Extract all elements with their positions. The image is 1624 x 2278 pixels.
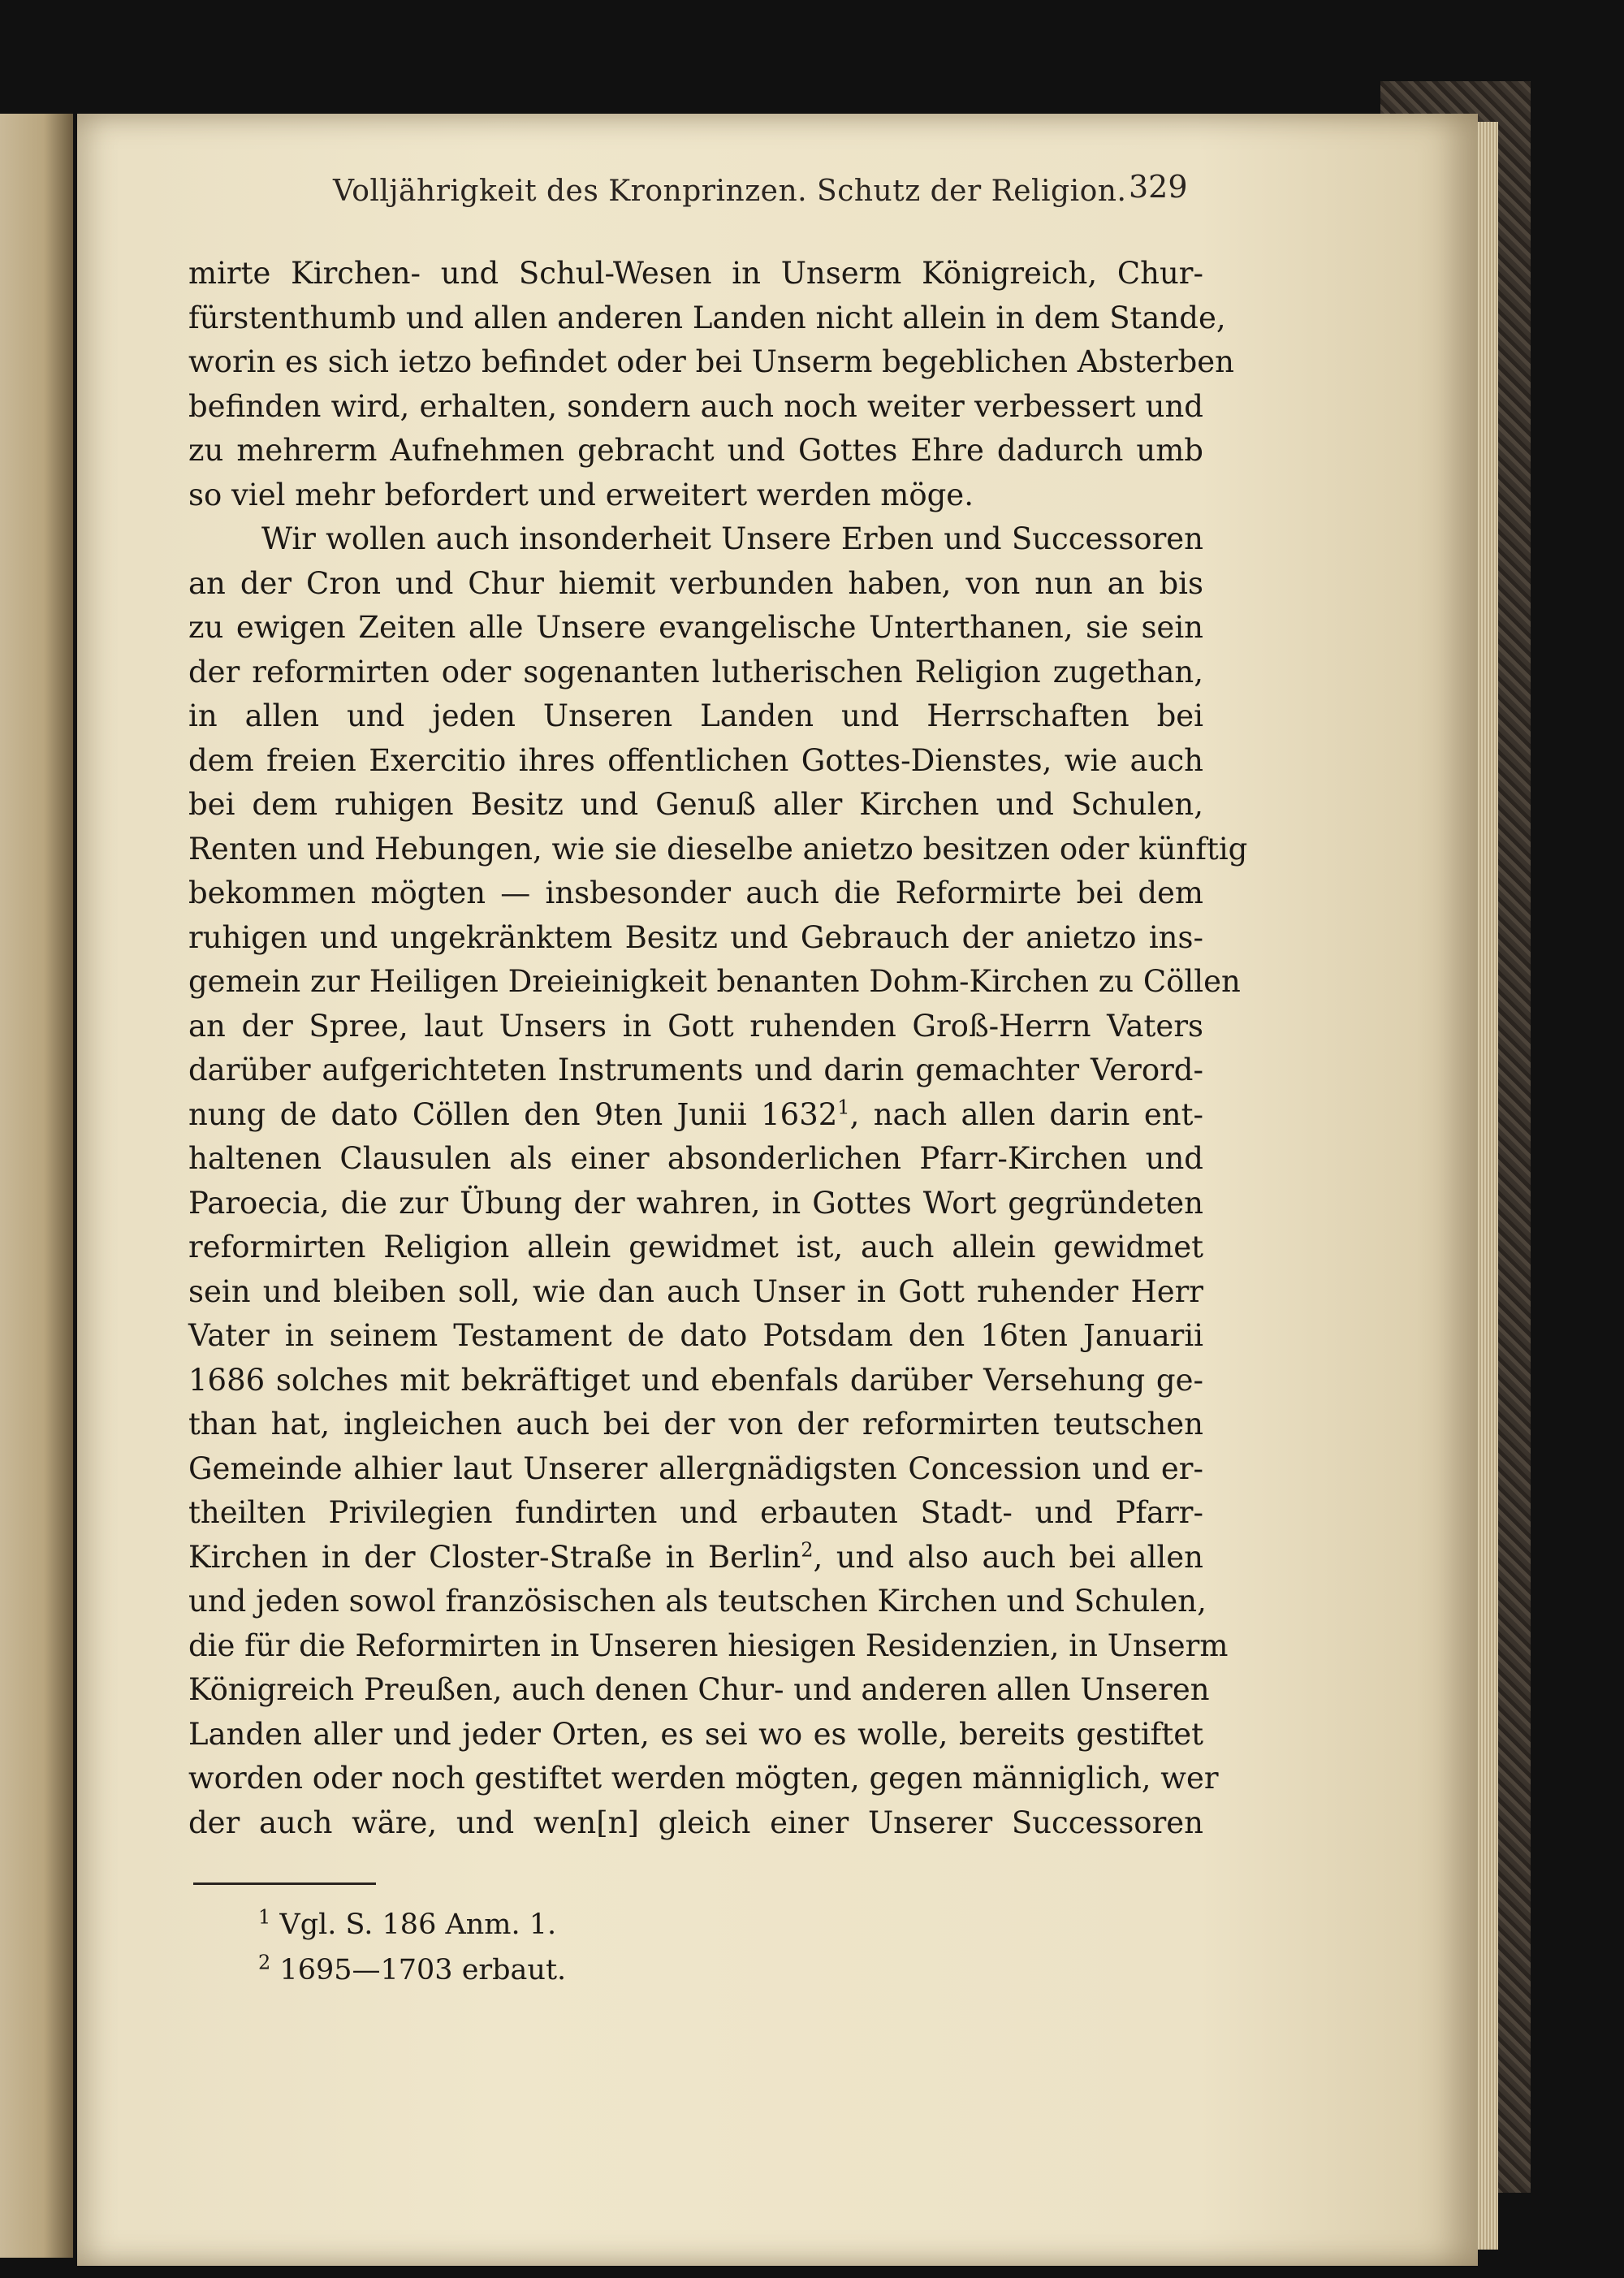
- page-stack-edge: [1478, 122, 1498, 2250]
- text-line: mirte Kirchen- und Schul-Wesen in Unserm Königreich, Chur-: [188, 256, 1203, 291]
- text-line: fürstenthumb und allen anderen Landen nicht allein in dem Stande,: [188, 300, 1226, 335]
- footnote-1: [258, 1902, 566, 1947]
- text-line: worin es sich ietzo befindet oder bei Unserm begeblichen Absterben: [188, 344, 1234, 379]
- text-line: theilten Privilegien fundirten und erbauten Stadt- und Pfarr-: [188, 1495, 1203, 1530]
- text-line: 1686 solches mit bekräftiget und ebenfals darüber Versehung ge-: [188, 1362, 1203, 1398]
- text-line: befinden wird, erhalten, sondern auch noch weiter verbessert und: [188, 388, 1203, 424]
- text-line: reformirten Religion allein gewidmet ist, auch allein gewidmet: [188, 1230, 1203, 1264]
- text-fragment: , und also auch bei allen: [813, 1539, 1203, 1575]
- text-line: an der Cron und Chur hiemit verbunden haben, von nun an bis: [188, 565, 1203, 601]
- page-number: 329: [1129, 169, 1188, 205]
- text-line: haltenen Clausulen als einer absonderlichen Pfarr-Kirchen und: [188, 1141, 1203, 1176]
- text-line: zu ewigen Zeiten alle Unsere evangelische Unterthanen, sie sein: [188, 610, 1203, 645]
- footnote-ref-1: 1: [837, 1096, 850, 1119]
- text-line: Wir wollen auch insonderheit Unsere Erben und Successoren: [261, 521, 1203, 556]
- previous-page-edge: [0, 114, 73, 2258]
- footnote-divider: [193, 1882, 376, 1885]
- text-line: so viel mehr befordert und erweitert werden möge.: [188, 477, 974, 512]
- text-line: der auch wäre, und wen[n] gleich einer Unserer Successoren: [188, 1805, 1203, 1840]
- text-line: than hat, ingleichen auch bei der von der reformirten teutschen: [188, 1407, 1203, 1442]
- text-line: die für die Reformirten in Unseren hiesigen Residenzien, in Unserm: [188, 1627, 1229, 1663]
- text-line: [188, 1093, 1203, 1138]
- text-line: bei dem ruhigen Besitz und Genuß aller Kirchen und Schulen,: [188, 787, 1203, 822]
- footnote-mark: 2: [258, 1951, 271, 1974]
- footnote-text: 1695—1703 erbaut.: [279, 1954, 567, 1986]
- text-line: [188, 1536, 1203, 1580]
- text-line: dem freien Exercitio ihres offentlichen Gottes-Dienstes, wie auch: [188, 742, 1203, 778]
- footnote-text: Vgl. S. 186 Anm. 1.: [279, 1908, 557, 1941]
- text-line: der reformirten oder sogenanten lutherischen Religion zugethan,: [188, 654, 1203, 689]
- footnote-ref-2: 2: [801, 1538, 814, 1562]
- text-line: ruhigen und ungekränktem Besitz und Gebrauch der anietzo ins-: [188, 919, 1203, 955]
- text-line: in allen und jeden Unseren Landen und Herrschaften bei: [188, 698, 1203, 733]
- text-line: Paroecia, die zur Übung der wahren, in Gottes Wort gegründeten: [188, 1185, 1203, 1221]
- footnote-mark: 1: [258, 1905, 271, 1929]
- main-text: [188, 252, 1248, 1845]
- text-line: Vater in seinem Testament de dato Potsdam den 16ten Januarii: [188, 1318, 1203, 1353]
- text-line: sein und bleiben soll, wie dan auch Unser in Gott ruhender Herr: [188, 1273, 1203, 1309]
- text-line: Renten und Hebungen, wie sie dieselbe anietzo besitzen oder künftig: [188, 831, 1248, 867]
- text-line: darüber aufgerichteten Instruments und darin gemachter Verord-: [188, 1053, 1203, 1087]
- running-title: Volljährigkeit des Kronprinzen. Schutz der Religion.: [333, 174, 1127, 208]
- text-line: zu mehrerm Aufnehmen gebracht und Gottes Ehre dadurch umb: [188, 433, 1203, 468]
- text-line: Landen aller und jeder Orten, es sei wo es wolle, bereits gestiftet: [188, 1716, 1203, 1752]
- footnote-2: [258, 1947, 566, 1993]
- text-line: und jeden sowol französischen als teutschen Kirchen und Schulen,: [188, 1584, 1207, 1619]
- text-line: gemein zur Heiligen Dreieinigkeit benanten Dohm-Kirchen zu Cöllen: [188, 964, 1241, 999]
- footnotes: [258, 1902, 566, 1993]
- text-fragment: nung de dato Cöllen den 9ten Junii 1632: [188, 1096, 838, 1132]
- text-fragment: , nach allen darin ent-: [849, 1096, 1203, 1132]
- text-line: an der Spree, laut Unsers in Gott ruhenden Groß-Herrn Vaters: [188, 1008, 1203, 1044]
- text-line: bekommen mögten — insbesonder auch die Reformirte bei dem: [188, 875, 1203, 910]
- text-line: Königreich Preußen, auch denen Chur- und anderen allen Unseren: [188, 1672, 1210, 1707]
- running-header: [333, 171, 1210, 211]
- text-line: Gemeinde alhier laut Unserer allergnädigsten Concession und er-: [188, 1450, 1203, 1486]
- text-fragment: Kirchen in der Closter-Straße in Berlin: [188, 1539, 801, 1575]
- text-line: worden oder noch gestiftet werden mögten, gegen männiglich, wer: [188, 1761, 1219, 1796]
